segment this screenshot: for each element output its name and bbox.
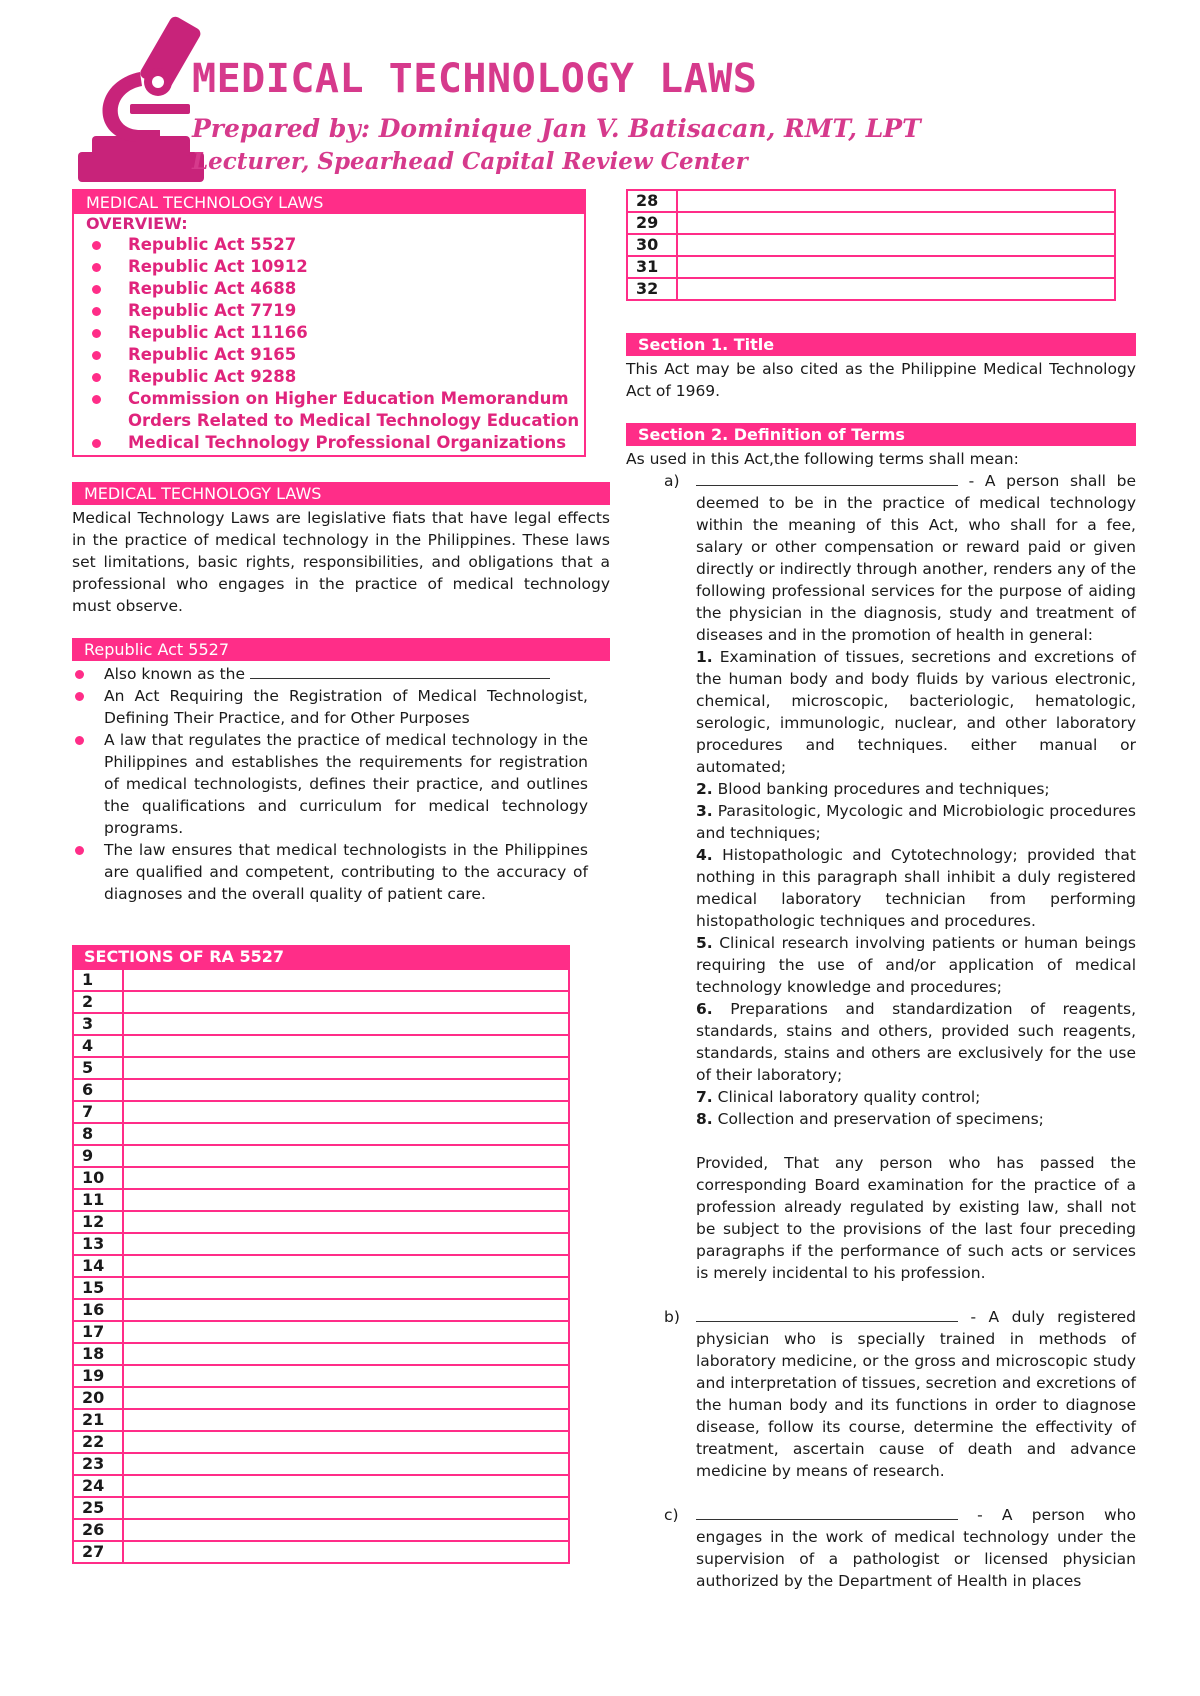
list-item: Republic Act 10912 [86,256,584,278]
list-item: An Act Requiring the Registration of Medical Technologist, Defining Their Practice, and for Other Purposes [72,685,588,729]
section-number: 2 [73,991,123,1013]
list-item: A law that regulates the practice of medical technology in the Philippines and establishes the requirements for registration of medical technologists, defines their practice, and outlines the qualifications and curriculum for medical technology programs. [72,729,588,839]
service-item [696,844,1136,932]
answer-blank[interactable] [696,471,958,486]
service-item [696,1086,1136,1108]
section-answer-cell[interactable] [123,1189,569,1211]
service-number: 7. [696,1088,713,1106]
answer-blank[interactable] [696,1505,958,1520]
service-text: Histopathologic and Cytotechnology; provided that nothing in this paragraph shall inhibit a duly registered medical laboratory technician from performing histopathologic techniques and procedures. [696,846,1136,930]
definitions [626,470,1136,1592]
section-answer-cell[interactable] [123,1145,569,1167]
table-row [73,1497,569,1519]
section-number: 15 [73,1277,123,1299]
section-answer-cell[interactable] [123,1497,569,1519]
table-row [73,1541,569,1563]
section-number: 19 [73,1365,123,1387]
table-row [73,1519,569,1541]
section-number: 21 [73,1409,123,1431]
ra5527-band: Republic Act 5527 [72,638,610,661]
section-number: 22 [73,1431,123,1453]
service-text: Preparations and standardization of reagents, standards, stains and others, provided such reagents, standards, stains and others are exclusively for the use of their laboratory; [696,1000,1136,1084]
section-answer-cell[interactable] [123,991,569,1013]
section-answer-cell[interactable] [677,278,1115,300]
section-answer-cell[interactable] [123,1123,569,1145]
section-answer-cell[interactable] [123,969,569,991]
section-number: 28 [627,190,677,212]
sections-table [72,968,570,1564]
section-answer-cell[interactable] [123,1453,569,1475]
section-answer-cell[interactable] [123,1277,569,1299]
page-header [60,12,1160,182]
laws-section [72,482,610,617]
section-number: 20 [73,1387,123,1409]
answer-blank[interactable] [250,664,550,679]
service-item [696,800,1136,844]
section-number: 11 [73,1189,123,1211]
table-row [73,1453,569,1475]
table-row [73,1101,569,1123]
definition-a [626,470,1136,1284]
definition-c [626,1504,1136,1592]
sections-table-continued [626,189,1116,301]
list-item: Republic Act 4688 [86,278,584,300]
table-row [73,1057,569,1079]
laws-text: Medical Technology Laws are legislative fiats that have legal effects in the practice of medical technology in the Philippines. These laws set limitations, basic rights, responsibilities, and obligations that a professional who engages in the practice of medical technology must observe. [72,509,610,615]
service-text: Collection and preservation of specimens; [717,1110,1044,1128]
table-row [627,278,1115,300]
list-item [72,663,588,685]
definition-text: - A person shall be deemed to be in the practice of medical technology within the meaning of this Act, who shall for a fee, salary or other compensation or reward paid or given directly or indirectly through another, renders any of the following professional services for the purpose of aiding the physician in the diagnosis, study and treatment of diseases and in the promotion of health in general: [696,472,1136,644]
overview-band: MEDICAL TECHNOLOGY LAWS [74,191,584,214]
services-list [696,646,1136,1130]
service-number: 6. [696,1000,713,1018]
section-answer-cell[interactable] [123,1409,569,1431]
section-answer-cell[interactable] [123,1387,569,1409]
section2-band: Section 2. Definition of Terms [626,423,1136,446]
list-item: Commission on Higher Education Memorandum Orders Related to Medical Technology Education [86,388,584,432]
section-number: 16 [73,1299,123,1321]
section-number: 5 [73,1057,123,1079]
section-answer-cell[interactable] [123,1057,569,1079]
section-number: 26 [73,1519,123,1541]
section-number: 14 [73,1255,123,1277]
section-number: 24 [73,1475,123,1497]
table-row [627,212,1115,234]
service-text: Blood banking procedures and techniques; [717,780,1050,798]
section-number: 27 [73,1541,123,1563]
table-row [73,1167,569,1189]
answer-blank[interactable] [696,1307,958,1322]
table-row [73,1079,569,1101]
list-item: Medical Technology Professional Organizations [86,432,584,454]
section2-intro: As used in this Act,the following terms shall mean: [626,450,1019,468]
section-answer-cell[interactable] [677,234,1115,256]
service-text: Clinical research involving patients or human beings requiring the use of and/or application of medical technology knowledge and procedures; [696,934,1136,996]
overview-list [74,234,584,454]
service-text: Clinical laboratory quality control; [717,1088,981,1106]
service-number: 4. [696,846,713,864]
section-number: 6 [73,1079,123,1101]
table-row [73,1123,569,1145]
section-number: 17 [73,1321,123,1343]
list-item: The law ensures that medical technologists in the Philippines are qualified and competent, contributing to the accuracy of diagnoses and the overall quality of patient care. [72,839,588,905]
definition-b [626,1306,1136,1482]
section-number: 29 [627,212,677,234]
section-answer-cell[interactable] [123,1299,569,1321]
table-row [73,1145,569,1167]
section-number: 23 [73,1453,123,1475]
prepared-by: Prepared by: Dominique Jan V. Batisacan, RMT, LPT [192,114,921,143]
table-row [73,1189,569,1211]
section-answer-cell[interactable] [123,1519,569,1541]
table-row [73,1299,569,1321]
service-item [696,646,1136,778]
service-number: 8. [696,1110,713,1128]
table-row [73,1035,569,1057]
section-answer-cell[interactable] [123,1255,569,1277]
sections-band: SECTIONS OF RA 5527 [72,945,570,968]
service-number: 1. [696,648,713,666]
section-answer-cell[interactable] [677,190,1115,212]
list-item: Republic Act 9288 [86,366,584,388]
list-item: Republic Act 7719 [86,300,584,322]
section-answer-cell[interactable] [123,1431,569,1453]
service-item [696,778,1136,800]
section-answer-cell[interactable] [123,1541,569,1563]
table-row [73,1277,569,1299]
page-title: MEDICAL TECHNOLOGY LAWS [192,56,758,102]
section-number: 3 [73,1013,123,1035]
table-row [73,991,569,1013]
sections-table-left [72,945,570,1564]
table-row [73,1255,569,1277]
section-number: 4 [73,1035,123,1057]
section2 [626,423,1136,1592]
section-number: 18 [73,1343,123,1365]
table-row [627,234,1115,256]
list-item: Republic Act 11166 [86,322,584,344]
table-row [73,1233,569,1255]
proviso-text: Provided, That any person who has passed the corresponding Board examination for the practice of a profession already regulated by existing law, shall not be subject to the provisions of the last four preceding paragraphs if the performance of such acts or services is merely incidental to his profession. [696,1154,1136,1282]
list-item: Republic Act 9165 [86,344,584,366]
table-row [73,1211,569,1233]
service-item [696,932,1136,998]
section-answer-cell[interactable] [123,1321,569,1343]
section-number: 1 [73,969,123,991]
section-number: 9 [73,1145,123,1167]
section-number: 8 [73,1123,123,1145]
table-row [73,1365,569,1387]
overview-box [72,189,586,457]
overview-heading: OVERVIEW: [86,214,188,233]
section-answer-cell[interactable] [123,1343,569,1365]
service-number: 3. [696,802,713,820]
section-answer-cell[interactable] [677,256,1115,278]
section-number: 32 [627,278,677,300]
table-row [73,1387,569,1409]
service-text: Parasitologic, Mycologic and Microbiologic procedures and techniques; [696,802,1136,842]
definition-label: a) [664,472,680,490]
section-answer-cell[interactable] [123,1475,569,1497]
service-item [696,1108,1136,1130]
section-number: 30 [627,234,677,256]
ra5527-section [72,638,610,905]
table-row [73,1409,569,1431]
definition-text: - A duly registered physician who is specially trained in methods of laboratory medicine, or the gross and microscopic study and interpretation of tissues, secretion and excretions of the human body and its functions in order to diagnose disease, follow its course, determine the effectivity of treatment, ascertain cause of death and advance medicine by means of research. [696,1308,1136,1480]
table-row [73,969,569,991]
section-number: 10 [73,1167,123,1189]
section-answer-cell[interactable] [123,1035,569,1057]
section-number: 7 [73,1101,123,1123]
section-answer-cell[interactable] [123,1365,569,1387]
section-answer-cell[interactable] [123,1079,569,1101]
table-row [73,1013,569,1035]
lecturer-line: Lecturer, Spearhead Capital Review Center [192,148,748,175]
section-answer-cell[interactable] [123,1013,569,1035]
service-text: Examination of tissues, secretions and excretions of the human body and body fluids by various electronic, chemical, microscopic, bacteriologic, hematologic, serologic, immunologic, nuclear, and other laboratory procedures and techniques. either manual or automated; [696,648,1136,776]
section-answer-cell[interactable] [123,1167,569,1189]
also-known-label: Also known as the [104,665,246,683]
section-answer-cell[interactable] [123,1101,569,1123]
service-number: 2. [696,780,713,798]
sections-table-right [626,189,1116,301]
service-number: 5. [696,934,713,952]
definition-text: - A person who engages in the work of medical technology under the supervision of a pathologist or licensed physician authorized by the Department of Health in places [696,1506,1136,1590]
table-row [73,1475,569,1497]
service-item [696,998,1136,1086]
section-answer-cell[interactable] [677,212,1115,234]
section-number: 12 [73,1211,123,1233]
table-row [73,1431,569,1453]
definition-label: b) [664,1308,680,1326]
section-number: 31 [627,256,677,278]
section-answer-cell[interactable] [123,1233,569,1255]
section-answer-cell[interactable] [123,1211,569,1233]
section-number: 13 [73,1233,123,1255]
section-number: 25 [73,1497,123,1519]
ra5527-list [72,663,610,905]
table-row [73,1343,569,1365]
list-item: Republic Act 5527 [86,234,584,256]
table-row [627,256,1115,278]
section1-band: Section 1. Title [626,333,1136,356]
table-row [73,1321,569,1343]
section1-text: This Act may be also cited as the Philippine Medical Technology Act of 1969. [626,360,1136,400]
table-row [627,190,1115,212]
definition-label: c) [664,1506,679,1524]
laws-band: MEDICAL TECHNOLOGY LAWS [72,482,610,505]
section1 [626,333,1136,402]
